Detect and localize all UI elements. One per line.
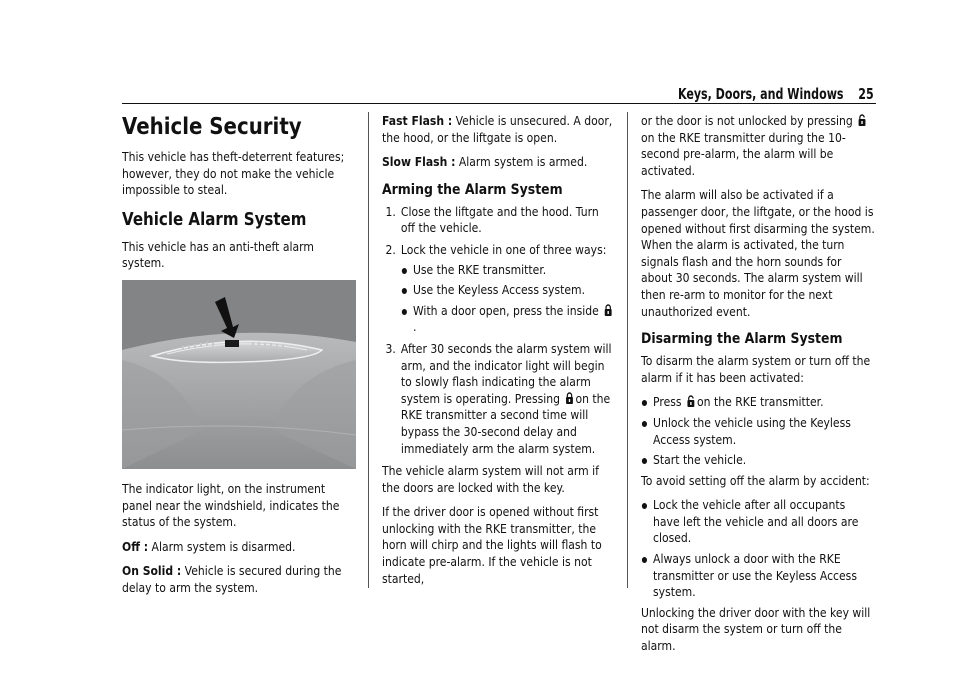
unlock-icon <box>858 114 867 126</box>
step-3 <box>382 341 616 457</box>
running-header <box>678 85 874 103</box>
alarm-intro-paragraph: This vehicle has an anti-theft alarm system. <box>122 238 314 271</box>
arming-heading: Arming the Alarm System <box>382 181 563 198</box>
bullet-item: Start the vehicle. <box>641 452 875 469</box>
closing-paragraph: Unlocking the driver door with the key will not disarm the system or turn off the alarm. <box>641 604 871 654</box>
step-number: 3. <box>385 340 396 356</box>
step-text: on the RKE transmitter a second time will bypass the 30-second delay and immediately arm the alarm system. <box>400 390 611 456</box>
step-text: Close the liftgate and the hood. Turn off the vehicle. <box>400 203 599 236</box>
bullet-item: Use the Keyless Access system. <box>401 282 616 299</box>
step-text: Lock the vehicle in one of three ways: <box>400 241 607 257</box>
bullet-text: With a door open, press the inside <box>412 302 599 318</box>
indicator-paragraph: The indicator light, on the instrument panel near the windshield, indicates the status of the system. <box>122 480 340 530</box>
bullet-text: on the RKE transmitter. <box>697 394 824 410</box>
status-term: On Solid : <box>122 563 182 579</box>
alarm-system-heading: Vehicle Alarm System <box>122 209 307 230</box>
status-term: Fast Flash : <box>382 113 453 128</box>
unlock-icon <box>687 395 696 407</box>
bullet-item: Lock the vehicle after all occupants have left the vehicle and all doors are closed. <box>641 497 875 547</box>
paragraph-text: or the door is not unlocked by pressing <box>641 113 853 128</box>
disarm-intro: To disarm the alarm system or turn off the alarm if it has been activated: <box>641 353 871 385</box>
disarming-heading: Disarming the Alarm System <box>641 331 843 348</box>
status-desc: Alarm system is disarmed. <box>148 538 296 554</box>
status-slow-flash <box>382 154 616 171</box>
page-number: 25 <box>858 85 874 103</box>
step-1 <box>382 204 616 237</box>
bullet-item <box>641 394 875 411</box>
column-2 <box>382 113 616 595</box>
status-term: Slow Flash : <box>382 154 456 170</box>
disarm-methods <box>641 394 875 468</box>
page-title: Vehicle Security <box>122 114 302 140</box>
paragraph-text: on the RKE transmitter during the 10-second pre-alarm, the alarm will be activated. <box>641 129 846 178</box>
column-divider <box>627 112 628 588</box>
bullet-text: . <box>412 319 417 335</box>
column-1 <box>122 113 356 605</box>
section-title: Keys, Doors, and Windows <box>678 85 844 103</box>
indicator-light-figure <box>122 280 356 469</box>
arming-steps <box>382 204 616 457</box>
lock-icon <box>604 304 613 316</box>
bullet-text: Press <box>653 394 682 410</box>
status-desc: Alarm system is armed. <box>455 154 588 170</box>
bullet-item: Always unlock a door with the RKE transmitter or use the Keyless Access system. <box>641 551 875 601</box>
step-number: 1. <box>385 203 396 219</box>
status-desc: Vehicle is secured during the delay to arm the system. <box>122 563 342 595</box>
step-number: 2. <box>385 241 396 257</box>
status-on-solid <box>122 563 356 596</box>
passenger-paragraph: The alarm will also be activated if a passenger door, the liftgate, or the hood is opened without first disarming the system. When the alarm is activated, the turn signals flash and the horn sounds for about 30 seconds. The alarm system will then re-arm to monitor for the next unauthorized event. <box>641 187 875 319</box>
dashboard-illustration <box>122 280 356 469</box>
bullet-item <box>401 303 616 336</box>
status-term: Off : <box>122 538 149 554</box>
indicator-light <box>225 340 239 347</box>
continued-paragraph <box>641 113 875 179</box>
driver-door-paragraph: If the driver door is opened without first unlocking with the RKE transmitter, the horn will chirp and the lights will flash to indicate pre-alarm. If the vehicle is not started, <box>382 504 602 586</box>
status-fast-flash <box>382 113 616 146</box>
intro-paragraph: This vehicle has theft-deterrent features; however, they do not make the vehicle impossible to steal. <box>122 149 345 198</box>
lock-methods <box>401 262 616 336</box>
avoid-tips <box>641 497 875 601</box>
not-arm-paragraph: The vehicle alarm system will not arm if the doors are locked with the key. <box>382 463 599 495</box>
column-3 <box>641 113 877 663</box>
lock-icon <box>565 392 574 404</box>
header-rule <box>122 103 876 104</box>
bullet-item: Use the RKE transmitter. <box>401 262 616 279</box>
status-desc: Vehicle is unsecured. A door, the hood, or the liftgate is open. <box>382 113 613 145</box>
column-divider <box>368 112 369 588</box>
status-off <box>122 539 356 556</box>
step-text: After 30 seconds the alarm system will arm, and the indicator light will begin to slowly flash indicating the alarm system is operating. Pressing <box>400 340 612 406</box>
bullet-item: Unlock the vehicle using the Keyless Access system. <box>641 415 875 448</box>
avoid-intro: To avoid setting off the alarm by accident: <box>641 472 870 488</box>
step-2 <box>382 242 616 336</box>
